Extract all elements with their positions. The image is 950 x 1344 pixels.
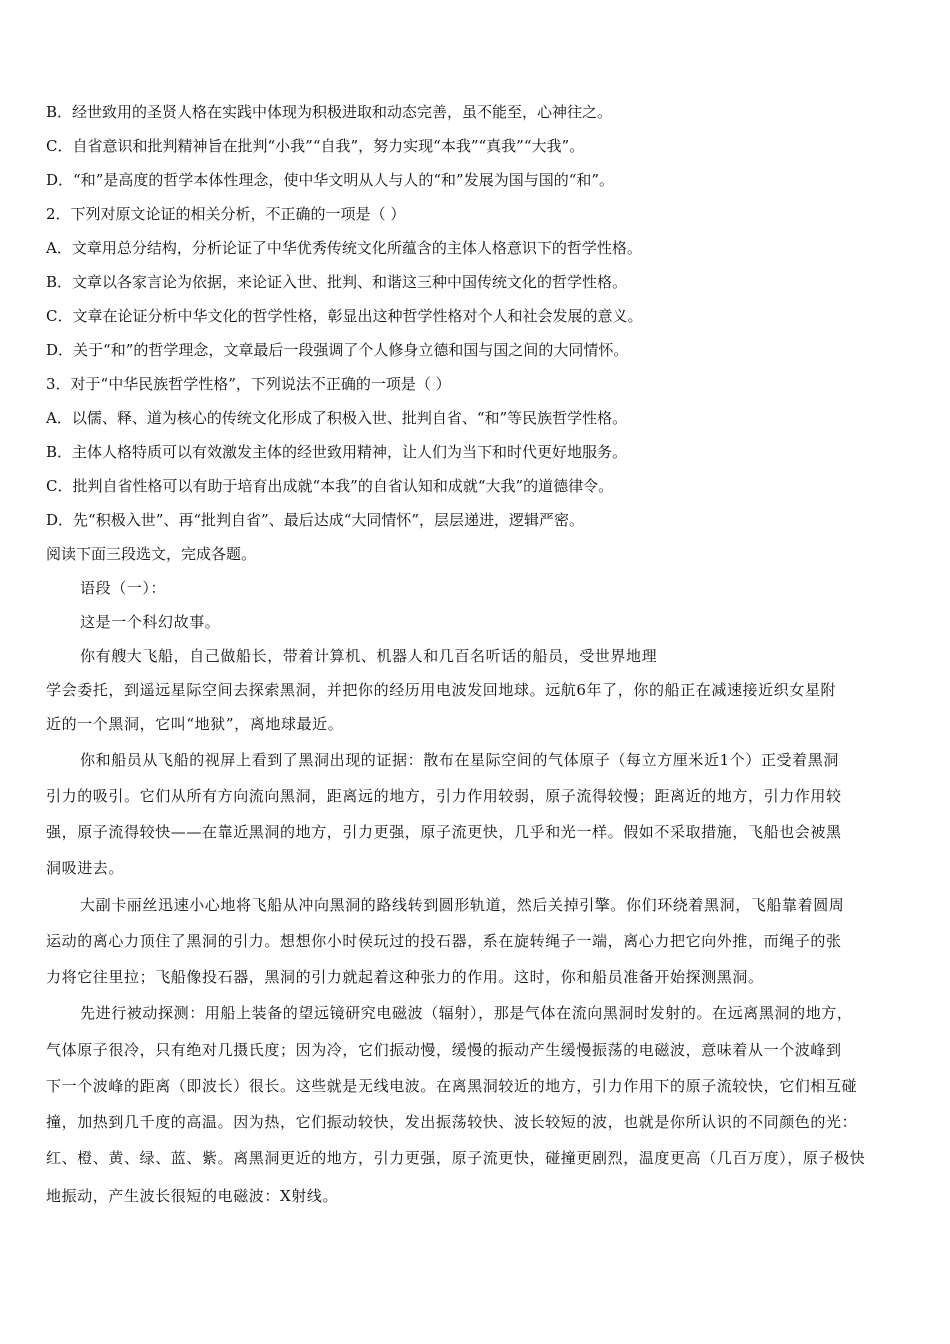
q1-option-c: C．自省意识和批判精神旨在批判“小我”“自我”，努力实现“本我”“真我”“大我”。 bbox=[46, 137, 585, 155]
q2-option-a: A．文章用总分结构，分析论证了中华优秀传统文化所蕴含的主体人格意识下的哲学性格。 bbox=[46, 239, 642, 257]
passage-line: 下一个波峰的距离（即波长）很长。这些就是无线电波。在离黑洞较近的地方，引力作用下的原子流较快，它们相互碰 bbox=[46, 1077, 858, 1095]
passage-line: 学会委托，到遥远星际空间去探索黑洞，并把你的经历用电波发回地球。远航6年了，你的船正在减速接近织女星附 bbox=[46, 681, 837, 699]
passage-line: 运动的离心力顶住了黑洞的引力。想想你小时侯玩过的投石器，系在旋转绳子一端，离心力把它向外推，而绳子的张 bbox=[46, 932, 842, 950]
passage-line: 先进行被动探测：用船上装备的望远镜研究电磁波（辐射），那是气体在流向黑洞时发射的。在远离黑洞的地方， bbox=[80, 1004, 853, 1022]
q3-option-c: C．批判自省性格可以有助于培育出成就“本我”的自省认知和成就“大我”的道德律令。 bbox=[46, 477, 614, 495]
passage-line: 气体原子很冷，只有绝对几摄氏度；因为冷，它们振动慢，缓慢的振动产生缓慢振荡的电磁波，意味着从一个波峰到 bbox=[46, 1041, 842, 1059]
reading-instruction: 阅读下面三段选文，完成各题。 bbox=[46, 545, 257, 563]
q3-option-b: B．主体人格特质可以有效激发主体的经世致用精神，让人们为当下和时代更好地服务。 bbox=[46, 443, 628, 461]
passage-line: 力将它往里拉；飞船像投石器，黑洞的引力就起着这种张力的作用。这时，你和船员准备开始探测黑洞。 bbox=[46, 968, 764, 986]
q2-option-d: D．关于“和”的哲学理念，文章最后一段强调了个人修身立德和国与国之间的大同情怀。 bbox=[46, 341, 629, 359]
passage-heading: 语段（一）： bbox=[80, 579, 167, 597]
passage-line: 近的一个黑洞，它叫“地狱”，离地球最近。 bbox=[46, 715, 344, 733]
passage-line: 这是一个科幻故事。 bbox=[80, 613, 221, 631]
passage-line: 地振动，产生波长很短的电磁波：X射线。 bbox=[46, 1187, 339, 1205]
passage-line: 强，原子流得较快——在靠近黑洞的地方，引力更强，原子流更快，几乎和光一样。假如不采取措施，飞船也会被黑 bbox=[46, 823, 842, 841]
q1-option-b: B．经世致用的圣贤人格在实践中体现为积极进取和动态完善，虽不能至，心神往之。 bbox=[46, 103, 613, 121]
passage-line: 撞，加热到几千度的高温。因为热，它们振动较快，发出振荡较快、波长较短的波，也就是你所认识的不同颜色的光： bbox=[46, 1113, 858, 1131]
q3-stem: 3．对于“中华民族哲学性格”，下列说法不正确的一项是（ ） bbox=[46, 375, 451, 393]
passage-line: 你有艘大飞船，自己做船长，带着计算机、机器人和几百名听话的船员，受世界地理 bbox=[80, 647, 658, 665]
q1-option-d: D．“和”是高度的哲学本体性理念，使中华文明从人与人的“和”发展为国与国的“和”。 bbox=[46, 171, 615, 189]
q2-stem: 2．下列对原文论证的相关分析，不正确的一项是（ ） bbox=[46, 205, 406, 223]
passage-line: 引力的吸引。它们从所有方向流向黑洞，距离远的地方，引力作用较弱，原子流得较慢；距离近的地方，引力作用较 bbox=[46, 787, 842, 805]
q3-option-d: D．先“积极入世”、再“批判自省”、最后达成“大同情怀”，层层递进，逻辑严密。 bbox=[46, 511, 585, 529]
q2-option-b: B．文章以各家言论为依据，来论证入世、批判、和谐这三种中国传统文化的哲学性格。 bbox=[46, 273, 628, 291]
passage-line: 你和船员从飞船的视屏上看到了黑洞出现的证据：散布在星际空间的气体原子（每立方厘米近1个）正受着黑洞 bbox=[80, 751, 839, 769]
passage-line: 红、橙、黄、绿、蓝、紫。离黑洞更近的地方，引力更强，原子流更快，碰撞更剧烈，温度更高（几百万度），原子极快 bbox=[46, 1149, 866, 1167]
passage-line: 洞吸进去。 bbox=[46, 859, 125, 877]
passage-line: 大副卡丽丝迅速小心地将飞船从冲向黑洞的路线转到圆形轨道，然后关掉引擎。你们环绕着黑洞，飞船靠着圆周 bbox=[80, 896, 845, 914]
q2-option-c: C．文章在论证分析中华文化的哲学性格，彰显出这种哲学性格对个人和社会发展的意义。 bbox=[46, 307, 643, 325]
q3-option-a: A．以儒、释、道为核心的传统文化形成了积极入世、批判自省、“和”等民族哲学性格。 bbox=[46, 409, 628, 427]
